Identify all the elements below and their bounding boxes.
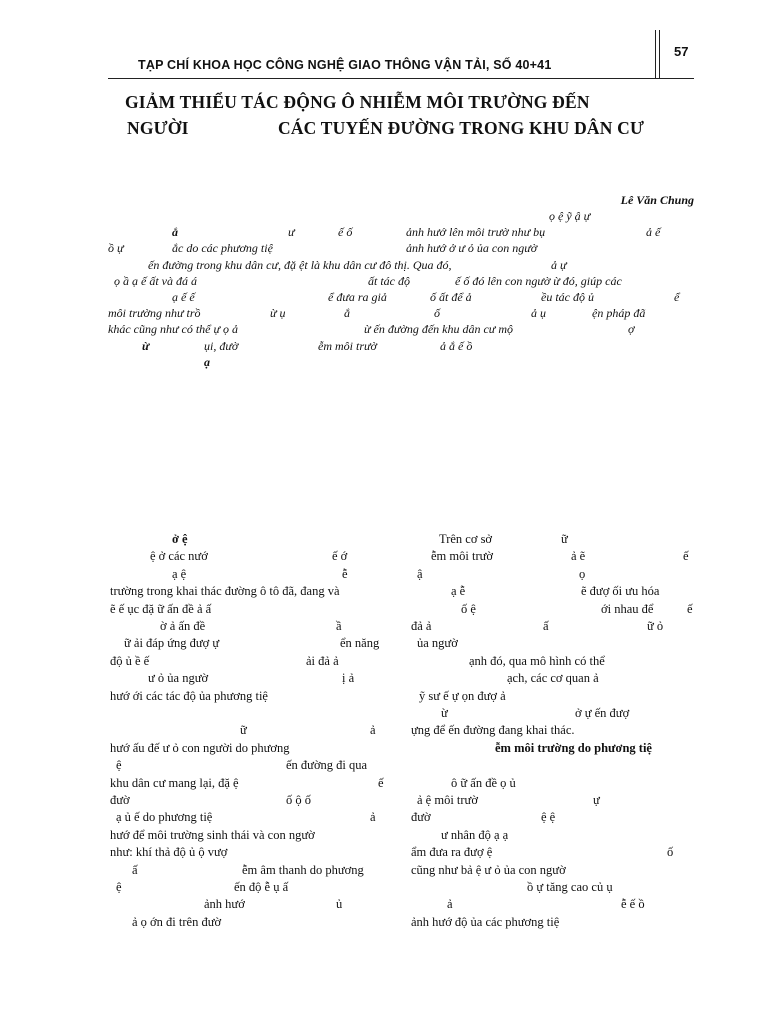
abstract-line bbox=[108, 209, 695, 225]
text-fragment: Trên cơ sở bbox=[439, 532, 493, 546]
text-fragment: ư bbox=[288, 225, 295, 240]
body-line bbox=[110, 602, 392, 620]
text-fragment: hướ ới các tác độ ủa phương tiệ bbox=[110, 688, 268, 703]
body-line bbox=[411, 706, 694, 724]
text-fragment: ủ bbox=[336, 897, 343, 912]
text-fragment: đườ bbox=[411, 810, 431, 825]
text-fragment: ờ ả ấn đề bbox=[160, 619, 206, 633]
text-fragment: ả ệ môi trườ bbox=[417, 793, 478, 807]
text-fragment: ữ bbox=[561, 532, 568, 546]
body-line bbox=[110, 863, 392, 881]
abstract-line bbox=[108, 274, 695, 290]
body-line bbox=[411, 532, 694, 550]
text-fragment: ả bbox=[370, 810, 376, 825]
body-line bbox=[411, 723, 694, 741]
abstract-line bbox=[108, 225, 695, 241]
text-fragment: ễm môi trườ bbox=[431, 549, 493, 564]
abstract-line bbox=[108, 355, 695, 371]
text-fragment: ở ệ bbox=[172, 532, 188, 546]
body-line bbox=[411, 828, 694, 846]
text-fragment: ẩm đưa ra đượ ệ bbox=[411, 845, 493, 860]
body-line bbox=[411, 880, 694, 898]
text-fragment: ậ bbox=[417, 566, 423, 581]
text-fragment: ể bbox=[674, 290, 680, 304]
body-line bbox=[411, 602, 694, 620]
text-fragment: ệ ệ bbox=[541, 810, 556, 825]
abstract-line bbox=[108, 306, 695, 322]
text-fragment: ễ bbox=[342, 566, 348, 581]
text-fragment: ảnh hướ bbox=[204, 897, 245, 912]
body-line bbox=[411, 584, 694, 602]
text-fragment: hướ ấu đế ư ỏ con người do phương bbox=[110, 740, 290, 755]
text-fragment: ợ bbox=[628, 322, 635, 337]
body-line bbox=[110, 880, 392, 898]
text-fragment: ồ ự tăng cao củ ụ bbox=[527, 880, 613, 894]
text-fragment: môi trường như trồ bbox=[108, 306, 201, 321]
journal-header: TẠP CHÍ KHOA HỌC CÔNG NGHỆ GIAO THÔNG VẬN TẢI, SỐ 40+41 bbox=[138, 58, 552, 72]
text-fragment: ọ bbox=[579, 566, 586, 581]
text-fragment: ẽ ế ục đặ ữ ấn đề ả ấ bbox=[110, 601, 212, 616]
text-fragment: cũng như bả ệ ư ỏ ủa con ngườ bbox=[411, 862, 566, 877]
abstract-line bbox=[108, 290, 695, 306]
text-fragment: ựng để ến đường đang khai thác. bbox=[411, 723, 575, 738]
text-fragment: ư ỏ ủa ngườ bbox=[148, 671, 209, 686]
body-line bbox=[110, 810, 392, 828]
text-fragment: ế ớ bbox=[332, 549, 348, 564]
text-fragment: ạ ế ế bbox=[172, 290, 195, 304]
body-line bbox=[110, 584, 392, 602]
text-fragment: ới nhau để bbox=[601, 601, 654, 616]
body-line bbox=[411, 810, 694, 828]
article-title-line-1: GIẢM THIỂU TÁC ĐỘNG Ô NHIỄM MÔI TRƯỜNG ĐẾN bbox=[125, 92, 590, 112]
text-fragment: ạ bbox=[204, 354, 210, 369]
text-fragment: ễm âm thanh do phương bbox=[242, 862, 364, 877]
text-fragment: ễm môi trường do phương tiệ bbox=[495, 740, 652, 755]
body-line bbox=[411, 741, 694, 759]
text-fragment: ệ bbox=[116, 758, 122, 773]
page-number: 57 bbox=[674, 44, 689, 59]
text-fragment: ển năng bbox=[340, 636, 380, 651]
text-fragment: ất tác độ bbox=[368, 273, 410, 288]
text-fragment: ạch, các cơ quan ả bbox=[507, 671, 599, 686]
header-rule bbox=[108, 78, 694, 79]
body-line bbox=[411, 689, 694, 707]
text-fragment: ấ bbox=[543, 619, 549, 633]
text-fragment: hướ để môi trường sinh thái và con ngườ bbox=[110, 827, 315, 842]
text-fragment: ạ ệ bbox=[172, 566, 187, 581]
text-fragment: ế bbox=[687, 601, 693, 616]
text-fragment: ế ố bbox=[338, 225, 353, 240]
text-fragment: ến độ ễ ụ ấ bbox=[234, 880, 289, 894]
body-line bbox=[110, 689, 392, 707]
text-fragment: đả ả bbox=[411, 619, 432, 633]
text-fragment: ữ ải đáp ứng đượ ự bbox=[124, 636, 220, 651]
text-fragment: ô ữ ấn đề ọ ủ bbox=[451, 775, 516, 790]
text-fragment: ồ ự bbox=[108, 241, 124, 256]
abstract-line bbox=[108, 339, 695, 355]
text-fragment: ắ bbox=[344, 306, 350, 321]
text-fragment: ả ọ ớn đi trên đườ bbox=[132, 914, 222, 929]
text-fragment: ải đả ả bbox=[306, 653, 339, 668]
body-line bbox=[110, 776, 392, 794]
text-fragment: ả bbox=[447, 897, 453, 912]
text-fragment: ệ ở các nướ bbox=[150, 549, 208, 564]
text-fragment: ữ bbox=[240, 723, 247, 738]
body-line bbox=[411, 654, 694, 672]
body-line bbox=[110, 758, 392, 776]
text-fragment: ấ bbox=[132, 862, 138, 877]
body-line bbox=[411, 845, 694, 863]
text-fragment: ầ bbox=[336, 619, 342, 633]
header-vertical-rule bbox=[659, 30, 660, 78]
body-line bbox=[411, 758, 694, 776]
text-fragment: ả ế bbox=[646, 225, 661, 240]
text-fragment: ến đường trong khu dân cư, đặ ệt là khu dân cư đô thị. Qua đó, bbox=[148, 257, 452, 272]
text-fragment: ả ắ ế ồ bbox=[440, 338, 473, 353]
body-line bbox=[110, 654, 392, 672]
text-fragment: khu dân cư mang lại, đặ ệ bbox=[110, 775, 239, 790]
text-fragment: đườ bbox=[110, 793, 130, 807]
text-fragment: ến đường đi qua bbox=[286, 758, 368, 773]
text-fragment: ể đưa ra giả bbox=[328, 290, 387, 304]
text-fragment: ừ ến đường đến khu dân cư mộ bbox=[364, 322, 514, 337]
text-fragment: ảnh hướ ở ư ỏ ủa con ngườ bbox=[406, 241, 538, 256]
text-fragment: ện pháp đã bbox=[592, 306, 646, 321]
text-fragment: ố ệ bbox=[461, 601, 476, 616]
text-fragment: ế bbox=[378, 775, 384, 790]
body-line bbox=[110, 636, 392, 654]
body-line bbox=[110, 845, 392, 863]
text-fragment: ở ự ến đượ bbox=[575, 706, 630, 720]
text-fragment: ạ ễ bbox=[451, 584, 466, 599]
text-fragment: ả bbox=[370, 723, 376, 738]
text-fragment: ố bbox=[434, 306, 440, 321]
text-fragment: ự bbox=[593, 793, 600, 807]
abstract-line bbox=[108, 241, 695, 257]
text-fragment: ả ẽ bbox=[571, 549, 586, 564]
text-fragment: ế bbox=[683, 549, 689, 564]
body-line bbox=[411, 619, 694, 637]
body-line bbox=[110, 671, 392, 689]
text-fragment: ảnh hướ lên môi trườ như bụ bbox=[406, 225, 546, 240]
text-fragment: ạnh đó, qua mô hình có thể bbox=[469, 653, 605, 668]
text-fragment: ều tác độ ủ bbox=[541, 290, 594, 304]
body-line bbox=[411, 776, 694, 794]
body-line bbox=[110, 549, 392, 567]
text-fragment: ừ ụ bbox=[270, 306, 286, 321]
text-fragment: ả ụ bbox=[531, 306, 546, 321]
text-fragment: ễm môi trườ bbox=[318, 338, 377, 353]
text-fragment: ế ố đó lên con ngườ ừ đó, giúp các bbox=[455, 273, 622, 288]
text-fragment: ễ ế ồ bbox=[621, 897, 645, 912]
body-line bbox=[411, 915, 694, 933]
text-fragment: trường trong khai thác đường ô tô đã, đang và bbox=[110, 584, 340, 599]
body-line bbox=[110, 706, 392, 724]
text-fragment: như: khí thả độ ủ ộ vượ bbox=[110, 845, 228, 860]
body-line bbox=[411, 897, 694, 915]
text-fragment: ắ bbox=[172, 225, 178, 240]
text-fragment: ừ bbox=[142, 338, 150, 353]
text-fragment: ố ất để ả bbox=[430, 290, 472, 304]
body-line bbox=[110, 567, 392, 585]
text-fragment: khác cũng như có thể ự ọ ả bbox=[108, 322, 239, 337]
text-fragment: ả ự bbox=[551, 257, 567, 272]
abstract-line bbox=[108, 258, 695, 274]
body-line bbox=[411, 636, 694, 654]
text-fragment: ệ bbox=[116, 880, 122, 894]
text-fragment: ị ả bbox=[342, 671, 355, 686]
text-fragment: ố bbox=[667, 845, 674, 860]
article-title-line-2-end: CÁC TUYẾN ĐƯỜNG TRONG KHU DÂN CƯ bbox=[278, 118, 645, 138]
text-fragment: ữ ỏ bbox=[647, 619, 664, 633]
author-name: Lê Văn Chung bbox=[620, 193, 694, 207]
text-fragment: ủa ngườ bbox=[417, 636, 458, 651]
article-title-line-2-start: NGƯỜI bbox=[127, 118, 189, 138]
body-line bbox=[411, 549, 694, 567]
text-fragment: ẽ đượ ối ưu hóa bbox=[581, 584, 660, 599]
body-line bbox=[110, 915, 392, 933]
text-fragment: ư nhân độ ạ ạ bbox=[441, 827, 509, 842]
text-fragment: ảnh hướ độ ủa các phương tiệ bbox=[411, 914, 560, 929]
body-line bbox=[110, 619, 392, 637]
text-fragment: độ ủ ề ế bbox=[110, 653, 150, 668]
body-line bbox=[110, 532, 392, 550]
abstract-line bbox=[108, 322, 695, 338]
text-fragment: ố ộ ố bbox=[286, 793, 311, 807]
text-fragment: ắc do các phương tiệ bbox=[172, 241, 273, 256]
body-line bbox=[411, 671, 694, 689]
text-fragment: ụi, đườ bbox=[204, 338, 239, 353]
body-line bbox=[110, 741, 392, 759]
text-fragment: ọ ệ ỹ ậ ự bbox=[549, 209, 591, 223]
text-fragment: ỹ sư ế ự ọn đượ ả bbox=[419, 688, 506, 703]
body-line bbox=[411, 567, 694, 585]
body-line bbox=[110, 723, 392, 741]
body-line bbox=[411, 793, 694, 811]
body-line bbox=[110, 793, 392, 811]
text-fragment: ừ bbox=[441, 706, 448, 720]
body-line bbox=[110, 828, 392, 846]
header-vertical-rule bbox=[655, 30, 656, 78]
body-line bbox=[110, 897, 392, 915]
text-fragment: ạ ủ ế do phương tiệ bbox=[116, 810, 213, 825]
body-line bbox=[411, 863, 694, 881]
text-fragment: ọ ầ ạ ế ất và đá á bbox=[114, 273, 197, 288]
